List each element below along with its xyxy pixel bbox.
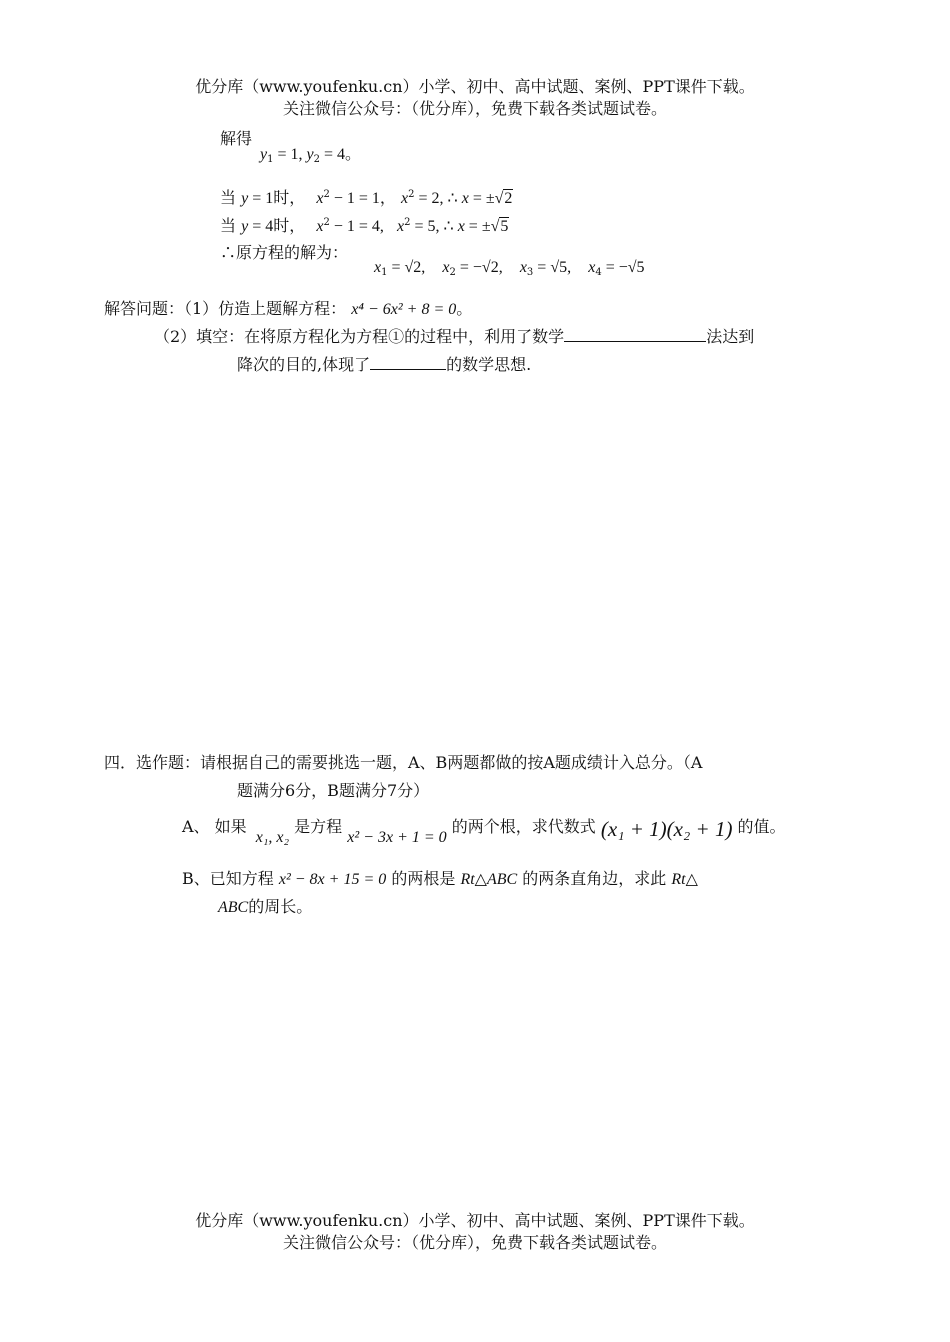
header-line-2: 关注微信公众号：（优分库），免费下载各类试题试卷。 xyxy=(282,99,667,118)
elective-heading-line-1: 四．选作题：请根据自己的需要挑选一题，A、B两题都做的按A题成绩计入总分。（A xyxy=(104,753,703,772)
conclusion-label: ∴原方程的解为： xyxy=(220,243,349,262)
y1-value: 1 xyxy=(290,146,299,163)
footer-line-1: 优分库（www.youfenku.cn）小学、初中、高中试题、案例、PPT课件下载。 xyxy=(195,1211,755,1230)
y-roots: $y_1 = 1$, $y_2 = 4$。 xyxy=(260,144,362,165)
period: 。 xyxy=(345,144,362,163)
case-line-2: 当 y = 4时， $x^2 - 1 = 4$, $x^2 = 5$, ∴ x = ±√5 xyxy=(220,216,509,235)
question-2-line-1: （2）填空：在将原方程化为方程①的过程中，利用了数学 法达到 xyxy=(154,327,755,346)
question-2-line-2: 降次的目的,体现了 的数学思想. xyxy=(237,355,532,374)
a-vars: x₁, x₂ xyxy=(255,829,290,846)
a-expression: (x₁ + 1)(x₂ + 1) xyxy=(600,817,733,841)
footer-line-2: 关注微信公众号：（优分库），免费下载各类试题试卷。 xyxy=(282,1233,667,1252)
fill-blank-method[interactable] xyxy=(564,327,706,342)
solve-label: 解得 xyxy=(220,129,253,148)
b-triangle: Rt△ABC xyxy=(460,871,518,888)
fill-blank-idea[interactable] xyxy=(370,355,446,370)
question-1: 解答问题：（1）仿造上题解方程： x⁴ − 6x² + 8 = 0。 xyxy=(104,299,473,318)
header-line-1: 优分库（www.youfenku.cn）小学、初中、高中试题、案例、PPT课件下载。 xyxy=(195,77,755,96)
b-equation: x² − 8x + 15 = 0 xyxy=(278,871,387,888)
elective-heading-line-2: 题满分6分，B题满分7分） xyxy=(237,781,430,800)
problem-b-line-2: ABC的周长。 xyxy=(218,897,313,916)
q1-equation: x⁴ − 6x² + 8 = 0 xyxy=(351,301,457,318)
y2-value: 4 xyxy=(337,146,346,163)
a-equation: x² − 3x + 1 = 0 xyxy=(347,829,447,846)
x-roots: $x_1 = √2$, $x_2 = -√2$, $x_3 = √5$, $x_4 = -√5$ xyxy=(374,259,645,278)
problem-a: A、 如果 x₁, x₂ 是方程 x² − 3x + 1 = 0 的两个根，求代数式 (x₁ + 1)(x₂ + 1) 的值。 xyxy=(182,817,786,846)
case-line-1: 当 y = 1时， $x^2 - 1 = 1$， $x^2 = 2$, ∴ x = ±√2 xyxy=(220,188,513,207)
problem-b-line-1: B、已知方程 x² − 8x + 15 = 0 的两根是 Rt△ABC 的两条直角边，求此 Rt△ xyxy=(182,869,698,888)
